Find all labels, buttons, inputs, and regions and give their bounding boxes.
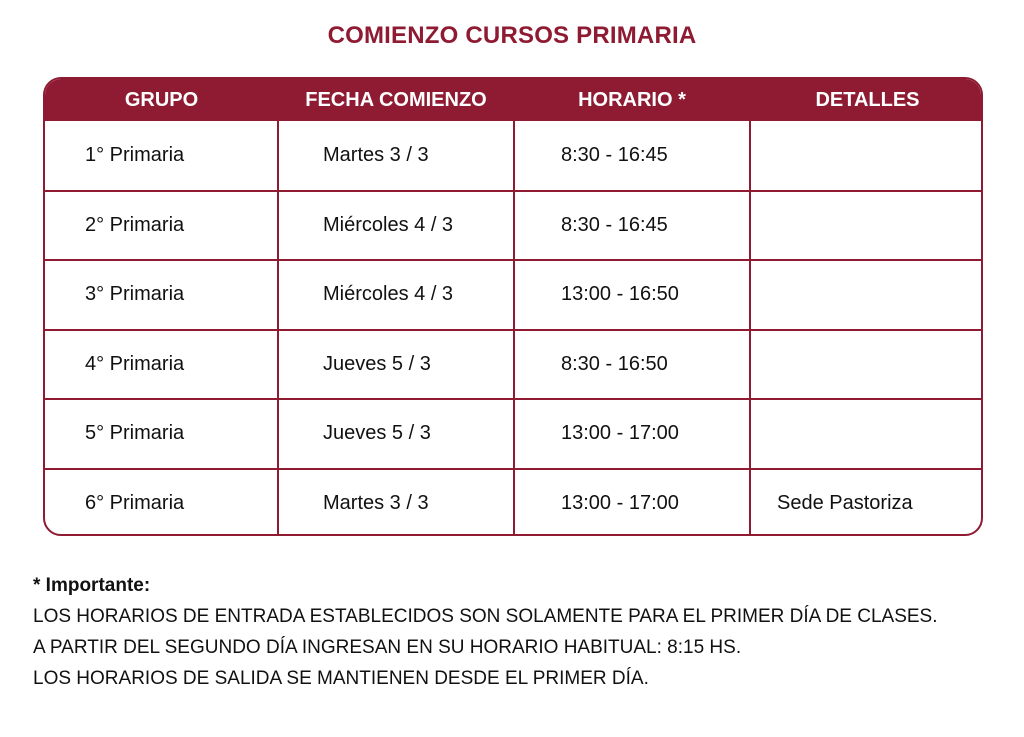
header-detalles: DETALLES bbox=[815, 88, 920, 111]
header-fecha-comienzo: FECHA COMIENZO bbox=[305, 88, 487, 111]
cell-grupo: 1° Primaria bbox=[45, 121, 278, 191]
cell-grupo: 2° Primaria bbox=[45, 191, 278, 261]
page-title: COMIENZO CURSOS PRIMARIA bbox=[327, 22, 697, 49]
cell-horario: 8:30 - 16:45 bbox=[514, 191, 750, 261]
table-header bbox=[45, 79, 983, 121]
cell-detalles bbox=[750, 399, 983, 469]
cell-detalles bbox=[750, 260, 983, 330]
cell-horario: 13:00 - 16:50 bbox=[514, 260, 750, 330]
cell-fecha: Martes 3 / 3 bbox=[278, 121, 514, 191]
important-notes bbox=[33, 570, 1013, 694]
cell-grupo: 3° Primaria bbox=[45, 260, 278, 330]
schedule-table-container bbox=[43, 77, 983, 536]
notes-line: LOS HORARIOS DE SALIDA SE MANTIENEN DESDE EL PRIMER DÍA. bbox=[33, 668, 649, 689]
cell-grupo: 5° Primaria bbox=[45, 399, 278, 469]
table-row bbox=[45, 399, 983, 469]
cell-horario: 8:30 - 16:45 bbox=[514, 121, 750, 191]
table-row bbox=[45, 469, 983, 537]
cell-detalles bbox=[750, 121, 983, 191]
header-grupo: GRUPO bbox=[124, 88, 199, 111]
cell-horario: 13:00 - 17:00 bbox=[514, 399, 750, 469]
table-row bbox=[45, 121, 983, 191]
cell-grupo: 6° Primaria bbox=[45, 469, 278, 537]
table-header-row bbox=[45, 79, 983, 121]
table-row bbox=[45, 260, 983, 330]
cell-fecha: Jueves 5 / 3 bbox=[278, 330, 514, 400]
cell-horario: 13:00 - 17:00 bbox=[514, 469, 750, 537]
schedule-table bbox=[45, 79, 983, 536]
cell-fecha: Martes 3 / 3 bbox=[278, 469, 514, 537]
cell-detalles: Sede Pastoriza bbox=[777, 492, 913, 515]
table-body bbox=[45, 121, 983, 536]
cell-horario: 8:30 - 16:50 bbox=[514, 330, 750, 400]
notes-heading: * Importante: bbox=[33, 575, 151, 596]
table-row bbox=[45, 330, 983, 400]
header-horario: HORARIO * bbox=[578, 88, 686, 111]
cell-detalles bbox=[750, 330, 983, 400]
cell-detalles bbox=[750, 191, 983, 261]
notes-line: LOS HORARIOS DE ENTRADA ESTABLECIDOS SON SOLAMENTE PARA EL PRIMER DÍA DE CLASES. bbox=[33, 606, 938, 627]
cell-fecha: Miércoles 4 / 3 bbox=[278, 191, 514, 261]
cell-grupo: 4° Primaria bbox=[45, 330, 278, 400]
cell-fecha: Miércoles 4 / 3 bbox=[278, 260, 514, 330]
notes-line: A PARTIR DEL SEGUNDO DÍA INGRESAN EN SU HORARIO HABITUAL: 8:15 HS. bbox=[33, 637, 742, 658]
cell-fecha: Jueves 5 / 3 bbox=[278, 399, 514, 469]
table-row bbox=[45, 191, 983, 261]
